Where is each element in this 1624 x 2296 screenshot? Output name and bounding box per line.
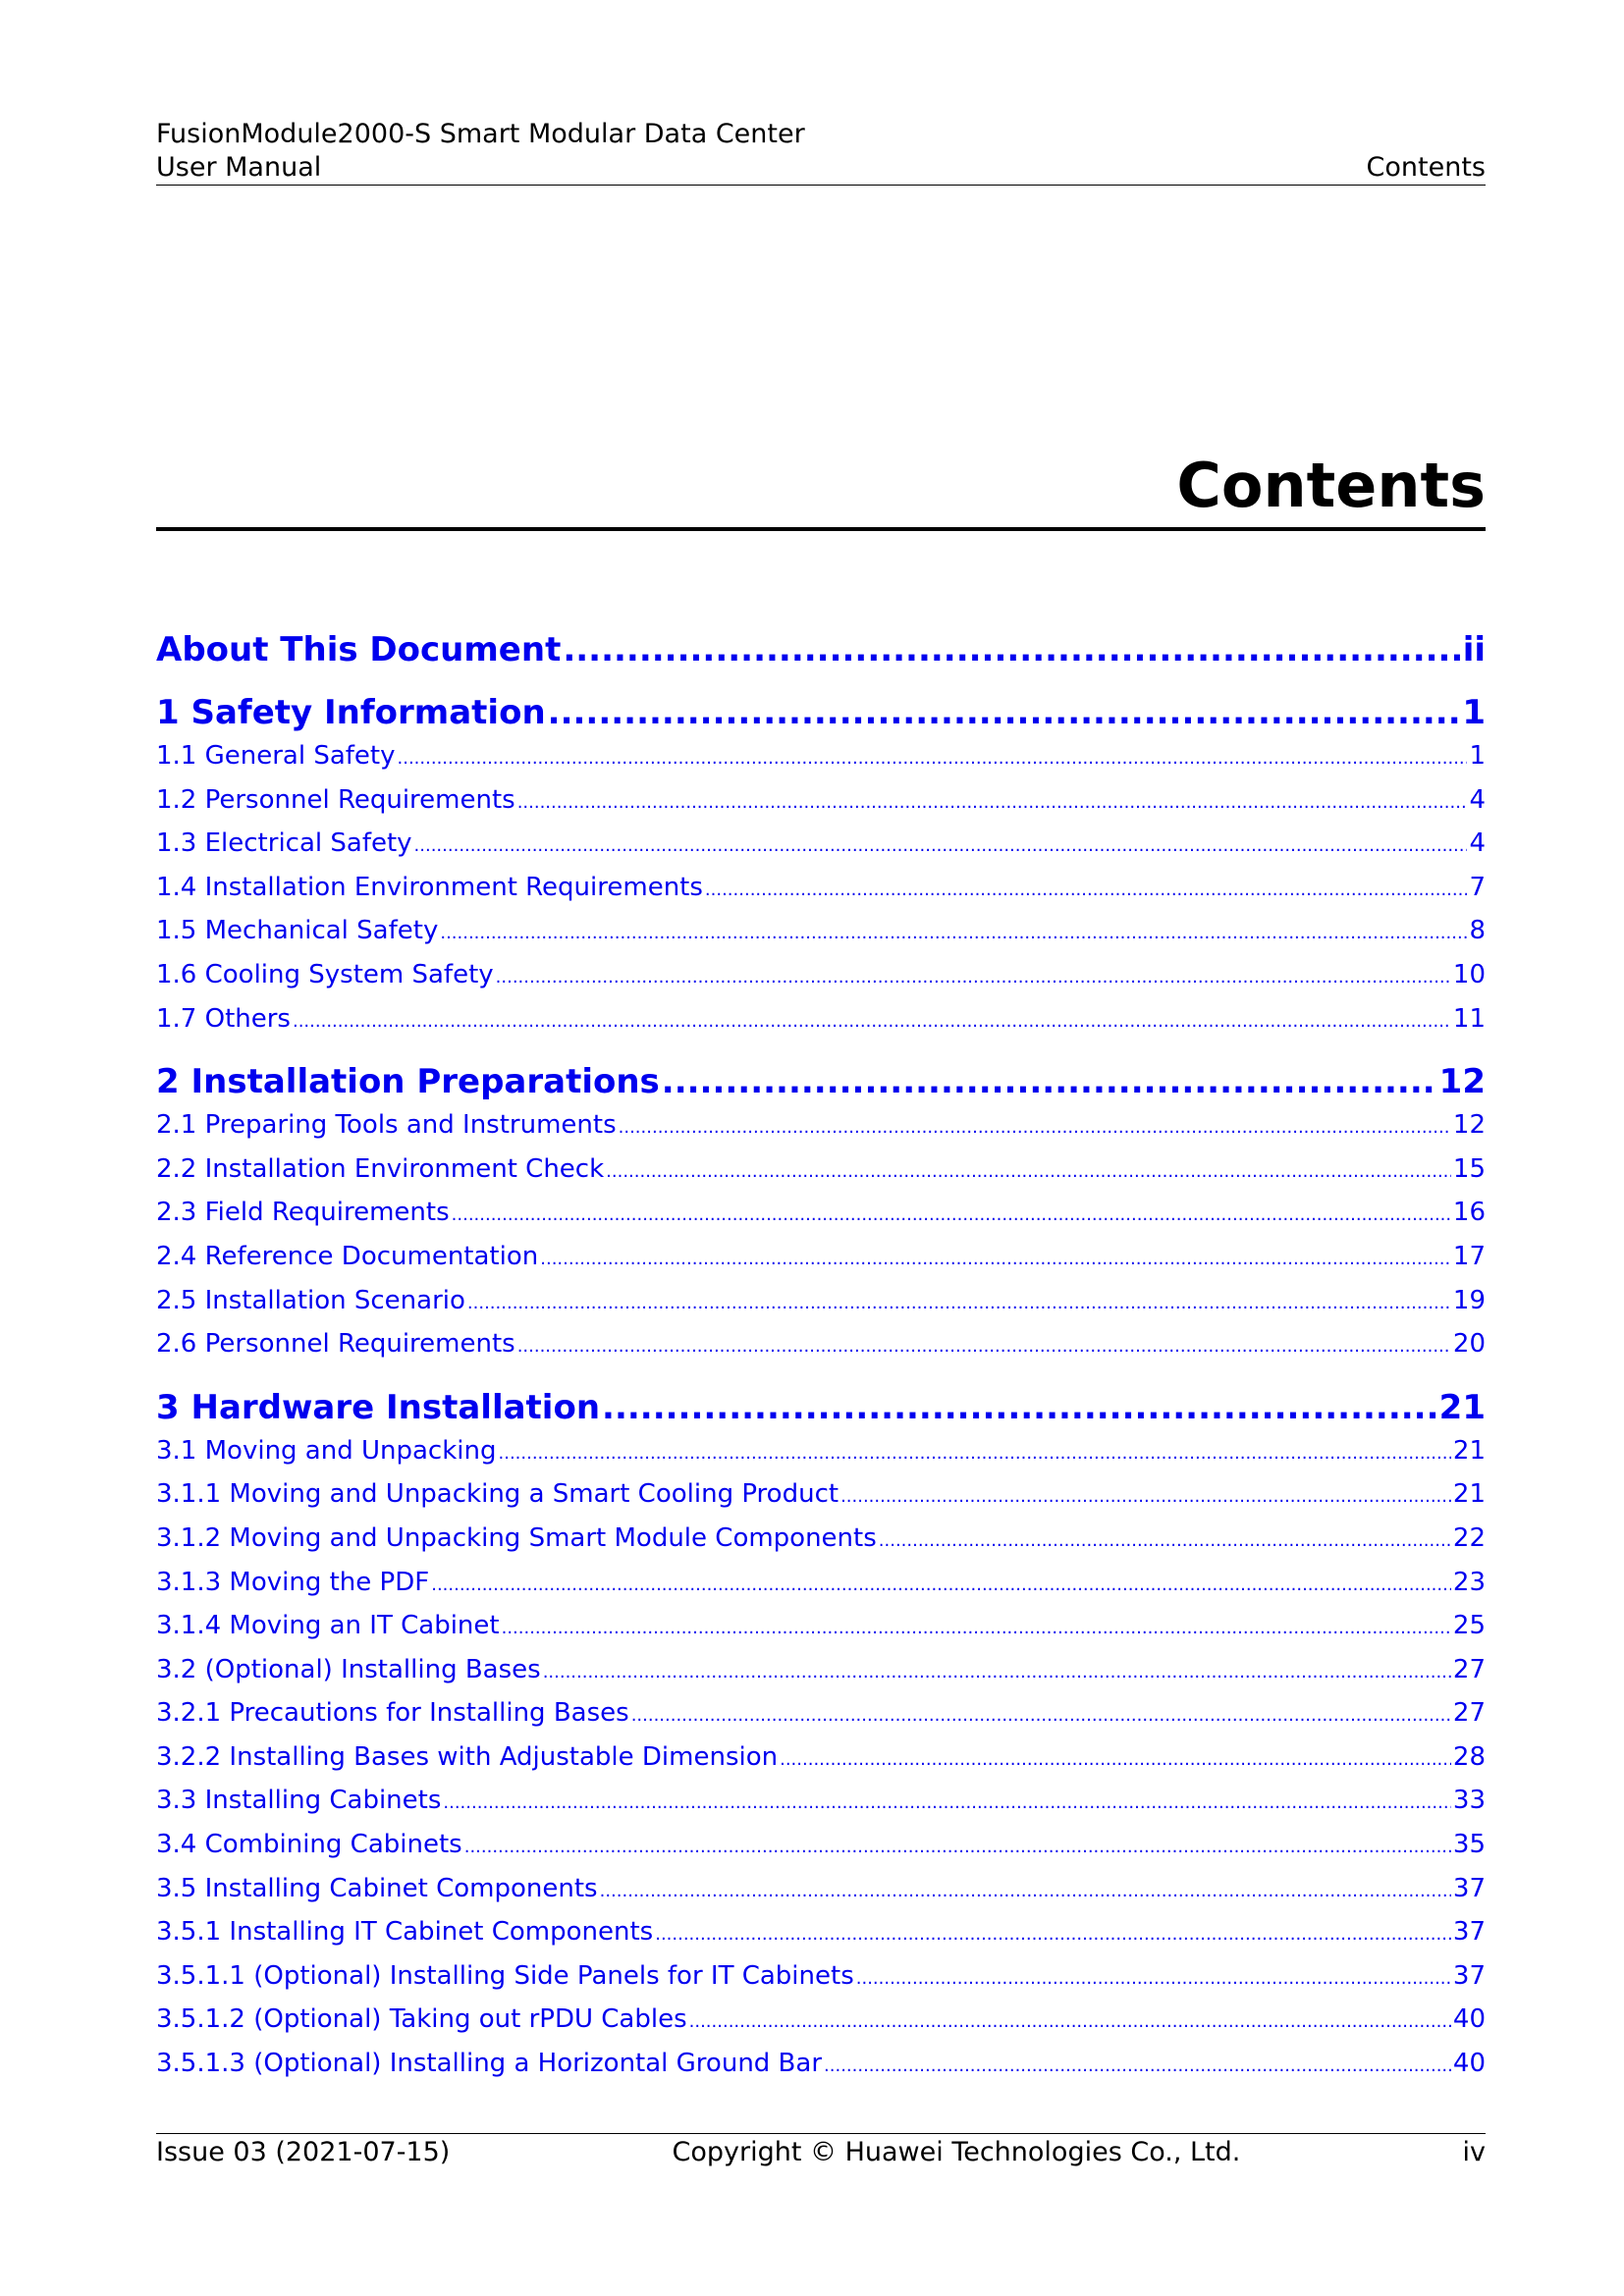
header-product: FusionModule2000-S Smart Modular Data Center — [156, 119, 805, 149]
toc-dot-leader — [293, 997, 1451, 1044]
footer-copyright: Copyright © Huawei Technologies Co., Ltd. — [672, 2137, 1241, 2167]
page-footer — [156, 2133, 1486, 2169]
toc-dot-leader — [467, 1279, 1451, 1326]
toc-section-link[interactable] — [156, 1691, 1486, 1735]
toc-dot-leader — [705, 866, 1468, 913]
toc-entry-label: 2.4 Reference Documentation — [156, 1241, 539, 1271]
toc-section-link[interactable] — [156, 1910, 1486, 1954]
toc-entry-label: 1.1 General Safety — [156, 741, 396, 771]
toc-entry-page: 16 — [1452, 1198, 1486, 1228]
page-title: Contents — [1176, 450, 1486, 521]
toc-entry-label: About This Document — [156, 630, 562, 669]
toc-section-link[interactable] — [156, 1998, 1486, 2042]
toc-dot-leader — [443, 1779, 1451, 1826]
toc-dot-leader — [780, 1735, 1451, 1783]
toc-section-link[interactable] — [156, 1103, 1486, 1148]
toc-section-link[interactable] — [156, 1735, 1486, 1780]
toc-entry-page: 19 — [1452, 1285, 1486, 1315]
toc-entry-label: 3.4 Combining Cabinets — [156, 1830, 462, 1860]
toc-entry-page: 33 — [1452, 1786, 1486, 1816]
toc-dot-leader — [499, 1429, 1451, 1476]
toc-entry-page: 4 — [1469, 784, 1486, 815]
toc-entry-page: 21 — [1452, 1435, 1486, 1466]
toc-entry-page: 27 — [1452, 1654, 1486, 1684]
toc-dot-leader — [548, 691, 1461, 734]
toc-section-link[interactable] — [156, 1648, 1486, 1692]
toc-entry-page: 37 — [1452, 1917, 1486, 1948]
toc-entry-label: 2.2 Installation Environment Check — [156, 1153, 605, 1184]
toc-entry-page: 12 — [1452, 1110, 1486, 1141]
footer-page-number: iv — [1462, 2137, 1486, 2167]
toc-entry-page: 27 — [1452, 1698, 1486, 1729]
toc-entry-label: 2.3 Field Requirements — [156, 1198, 450, 1228]
toc-dot-leader — [606, 1148, 1451, 1195]
page-header — [156, 118, 1486, 186]
toc-section-link[interactable] — [156, 1148, 1486, 1192]
toc-entry-label: 3.1.1 Moving and Unpacking a Smart Cooling Product — [156, 1479, 839, 1510]
toc-section-link[interactable] — [156, 1561, 1486, 1605]
toc-entry-label: 3.2.1 Precautions for Installing Bases — [156, 1698, 629, 1729]
toc-section-link[interactable] — [156, 1472, 1486, 1517]
toc-chapter-link[interactable] — [156, 1386, 1486, 1429]
toc-entry-page: 1 — [1469, 741, 1486, 771]
toc-dot-leader — [856, 1954, 1451, 2002]
toc-entry-label: 3.1 Moving and Unpacking — [156, 1435, 497, 1466]
toc-entry-page: 37 — [1452, 1873, 1486, 1903]
toc-entry-page: 37 — [1452, 1960, 1486, 1991]
header-row — [156, 151, 1486, 185]
toc-section-link[interactable] — [156, 778, 1486, 823]
toc-entry-label: 2.5 Installation Scenario — [156, 1285, 465, 1315]
toc-section-link[interactable] — [156, 1604, 1486, 1648]
toc-dot-leader — [600, 1867, 1451, 1914]
toc-dot-leader — [502, 1604, 1451, 1651]
toc-entry-label: 3.2 (Optional) Installing Bases — [156, 1654, 541, 1684]
toc-entry-page: 11 — [1452, 1003, 1486, 1034]
toc-section-link[interactable] — [156, 866, 1486, 910]
toc-section-link[interactable] — [156, 1235, 1486, 1279]
toc-dot-leader — [431, 1561, 1451, 1608]
toc-entry-label: 3.3 Installing Cabinets — [156, 1786, 442, 1816]
toc-entry-page: 10 — [1452, 959, 1486, 989]
toc-entry-label: 3.2.2 Installing Bases with Adjustable Dimension — [156, 1741, 779, 1772]
toc-entry-label: 3.5.1.3 (Optional) Installing a Horizontal Ground Bar — [156, 2049, 823, 2079]
toc-dot-leader — [398, 734, 1468, 781]
title-block — [156, 447, 1486, 531]
header-doc-type: User Manual — [156, 152, 322, 183]
toc-entry-label: 1.6 Cooling System Safety — [156, 959, 494, 989]
toc-entry-page: 17 — [1452, 1241, 1486, 1271]
toc-entry-label: 1.4 Installation Environment Requirements — [156, 872, 703, 902]
toc-entry-page: 15 — [1452, 1153, 1486, 1184]
toc-section-link[interactable] — [156, 1322, 1486, 1366]
toc-dot-leader — [452, 1191, 1451, 1238]
toc-dot-leader — [563, 628, 1460, 671]
toc-dot-leader — [464, 1823, 1451, 1870]
toc-dot-leader — [540, 1235, 1451, 1282]
toc-chapter-link[interactable] — [156, 628, 1486, 671]
toc-entry-label: 3.1.4 Moving an IT Cabinet — [156, 1611, 500, 1641]
toc-entry-page: 25 — [1452, 1611, 1486, 1641]
toc-entry-page: 23 — [1452, 1567, 1486, 1597]
toc-entry-label: 3.5 Installing Cabinet Components — [156, 1873, 598, 1903]
toc-entry-page: 40 — [1452, 2004, 1486, 2035]
toc-entry-page: 21 — [1438, 1387, 1486, 1427]
toc-dot-leader — [517, 1322, 1451, 1369]
toc-dot-leader — [440, 909, 1467, 956]
toc-dot-leader — [879, 1517, 1451, 1564]
table-of-contents — [156, 628, 1486, 2086]
toc-section-link[interactable] — [156, 822, 1486, 866]
toc-dot-leader — [655, 1910, 1451, 1957]
toc-entry-label: 3.1.3 Moving the PDF — [156, 1567, 430, 1597]
toc-dot-leader — [543, 1648, 1451, 1695]
toc-section-link[interactable] — [156, 1779, 1486, 1823]
toc-entry-label: 1.3 Electrical Safety — [156, 828, 412, 859]
toc-entry-page: 20 — [1452, 1329, 1486, 1360]
toc-section-link[interactable] — [156, 1191, 1486, 1235]
toc-entry-page: 12 — [1438, 1062, 1486, 1102]
toc-entry-page: 28 — [1452, 1741, 1486, 1772]
toc-dot-leader — [414, 822, 1468, 869]
toc-entry-page: 7 — [1469, 872, 1486, 902]
toc-entry-page: ii — [1462, 630, 1486, 669]
toc-section-link[interactable] — [156, 1279, 1486, 1323]
toc-entry-label: 1.5 Mechanical Safety — [156, 916, 439, 946]
footer-issue: Issue 03 (2021-07-15) — [156, 2137, 451, 2167]
toc-entry-label: 3.1.2 Moving and Unpacking Smart Module Components — [156, 1522, 877, 1553]
toc-entry-label: 3.5.1.2 (Optional) Taking out rPDU Cables — [156, 2004, 687, 2035]
toc-section-link[interactable] — [156, 1823, 1486, 1867]
toc-entry-label: 3 Hardware Installation — [156, 1387, 601, 1427]
toc-entry-page: 1 — [1462, 693, 1486, 732]
toc-section-link[interactable] — [156, 909, 1486, 953]
toc-entry-label: 3.5.1.1 (Optional) Installing Side Panels for IT Cabinets — [156, 1960, 854, 1991]
toc-chapter-link[interactable] — [156, 1060, 1486, 1103]
toc-dot-leader — [496, 953, 1451, 1000]
header-section: Contents — [1366, 152, 1486, 183]
toc-entry-page: 40 — [1452, 2049, 1486, 2079]
toc-dot-leader — [840, 1472, 1451, 1520]
toc-section-link[interactable] — [156, 997, 1486, 1041]
toc-entry-label: 2 Installation Preparations — [156, 1062, 660, 1102]
toc-entry-label: 1.2 Personnel Requirements — [156, 784, 515, 815]
toc-entry-label: 1.7 Others — [156, 1003, 291, 1034]
toc-entry-page: 22 — [1452, 1522, 1486, 1553]
toc-entry-label: 3.5.1 Installing IT Cabinet Components — [156, 1917, 654, 1948]
toc-entry-page: 8 — [1469, 916, 1486, 946]
toc-section-link[interactable] — [156, 1867, 1486, 1911]
toc-dot-leader — [619, 1103, 1451, 1150]
toc-entry-label: 1 Safety Information — [156, 693, 546, 732]
toc-dot-leader — [631, 1691, 1451, 1738]
toc-section-link[interactable] — [156, 1517, 1486, 1561]
toc-dot-leader — [689, 1998, 1451, 2045]
toc-entry-page: 35 — [1452, 1830, 1486, 1860]
toc-section-link[interactable] — [156, 2042, 1486, 2086]
toc-dot-leader — [824, 2042, 1451, 2089]
toc-dot-leader — [517, 778, 1468, 826]
toc-section-link[interactable] — [156, 734, 1486, 778]
toc-chapter-link[interactable] — [156, 691, 1486, 734]
toc-section-link[interactable] — [156, 1954, 1486, 1999]
toc-entry-label: 2.1 Preparing Tools and Instruments — [156, 1110, 617, 1141]
toc-entry-label: 2.6 Personnel Requirements — [156, 1329, 515, 1360]
toc-section-link[interactable] — [156, 1429, 1486, 1473]
toc-dot-leader — [662, 1060, 1437, 1103]
toc-section-link[interactable] — [156, 953, 1486, 997]
toc-entry-page: 21 — [1452, 1479, 1486, 1510]
toc-dot-leader — [602, 1386, 1437, 1429]
toc-entry-page: 4 — [1469, 828, 1486, 859]
